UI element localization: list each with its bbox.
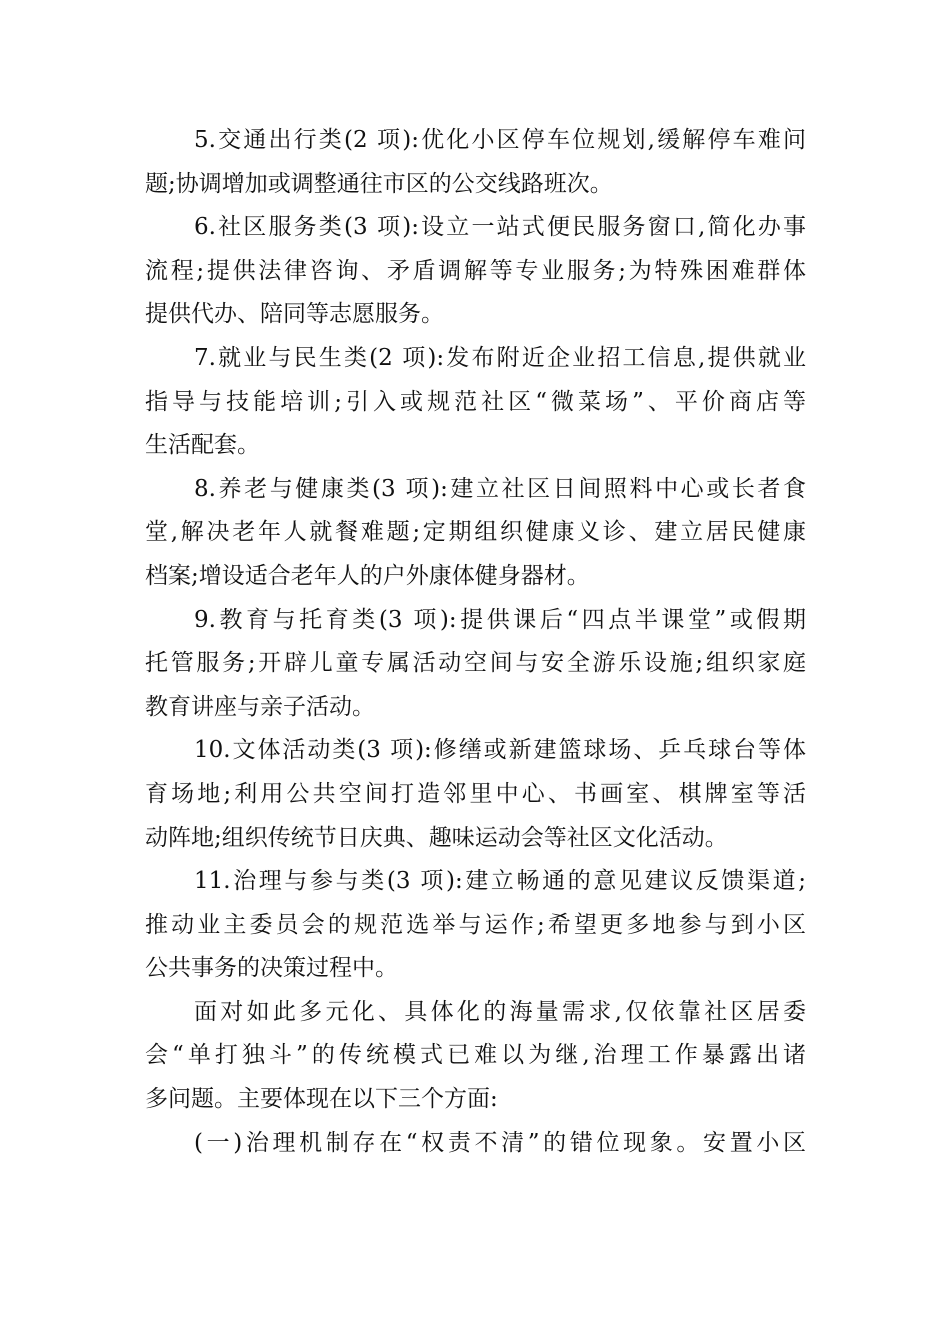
paragraph [145,599,806,730]
paragraph [145,119,806,206]
text-line: 8.养老与健康类(3 项):建立社区日间照料中心或长者食 [194,475,806,502]
text-line: 堂,解决老年人就餐难题;定期组织健康义诊、建立居民健康 [145,519,806,546]
paragraph [145,860,806,991]
text-line: (一)治理机制存在“权责不清”的错位现象。安置小区 [194,1129,806,1156]
text-line: 会“单打独斗”的传统模式已难以为继,治理工作暴露出诸 [145,1042,806,1069]
text-line: 托管服务;开辟儿童专属活动空间与安全游乐设施;组织家庭 [145,650,806,677]
text-line: 9.教育与托育类(3 项):提供课后“四点半课堂”或假期 [194,606,806,633]
text-line: 5.交通出行类(2 项):优化小区停车位规划,缓解停车难问 [194,127,806,153]
text-line: 11.治理与参与类(3 项):建立畅通的意见建议反馈渠道; [194,868,806,895]
paragraph [145,729,806,860]
paragraph [145,206,806,337]
paragraph [145,1122,806,1166]
text-line: 指导与技能培训;引入或规范社区“微菜场”、平价商店等 [145,388,806,415]
text-line: 多问题。主要体现在以下三个方面: [145,1086,498,1113]
text-line: 生活配套。 [145,432,260,459]
text-line: 题;协调增加或调整通往市区的公交线路班次。 [145,170,613,197]
paragraph [145,468,806,599]
text-line: 公共事务的决策过程中。 [145,955,398,982]
text-line: 7.就业与民生类(2 项):发布附近企业招工信息,提供就业 [194,344,806,371]
paragraph [145,337,806,468]
text-line: 流程;提供法律咨询、矛盾调解等专业服务;为特殊困难群体 [145,257,806,284]
text-line: 育场地;利用公共空间打造邻里中心、书画室、棋牌室等活 [145,780,806,807]
text-line: 提供代办、陪同等志愿服务。 [145,301,444,328]
text-line: 面对如此多元化、具体化的海量需求,仅依靠社区居委 [194,998,806,1025]
text-line: 10.文体活动类(3 项):修缮或新建篮球场、乒乓球台等体 [194,737,806,764]
text-line: 6.社区服务类(3 项):设立一站式便民服务窗口,简化办事 [194,214,806,241]
document-page [145,119,806,1165]
text-line: 档案;增设适合老年人的户外康体健身器材。 [145,562,590,589]
text-line: 教育讲座与亲子活动。 [145,693,375,720]
text-line: 推动业主委员会的规范选举与运作;希望更多地参与到小区 [145,911,806,938]
text-line: 动阵地;组织传统节日庆典、趣味运动会等社区文化活动。 [145,824,728,851]
paragraph [145,991,806,1122]
